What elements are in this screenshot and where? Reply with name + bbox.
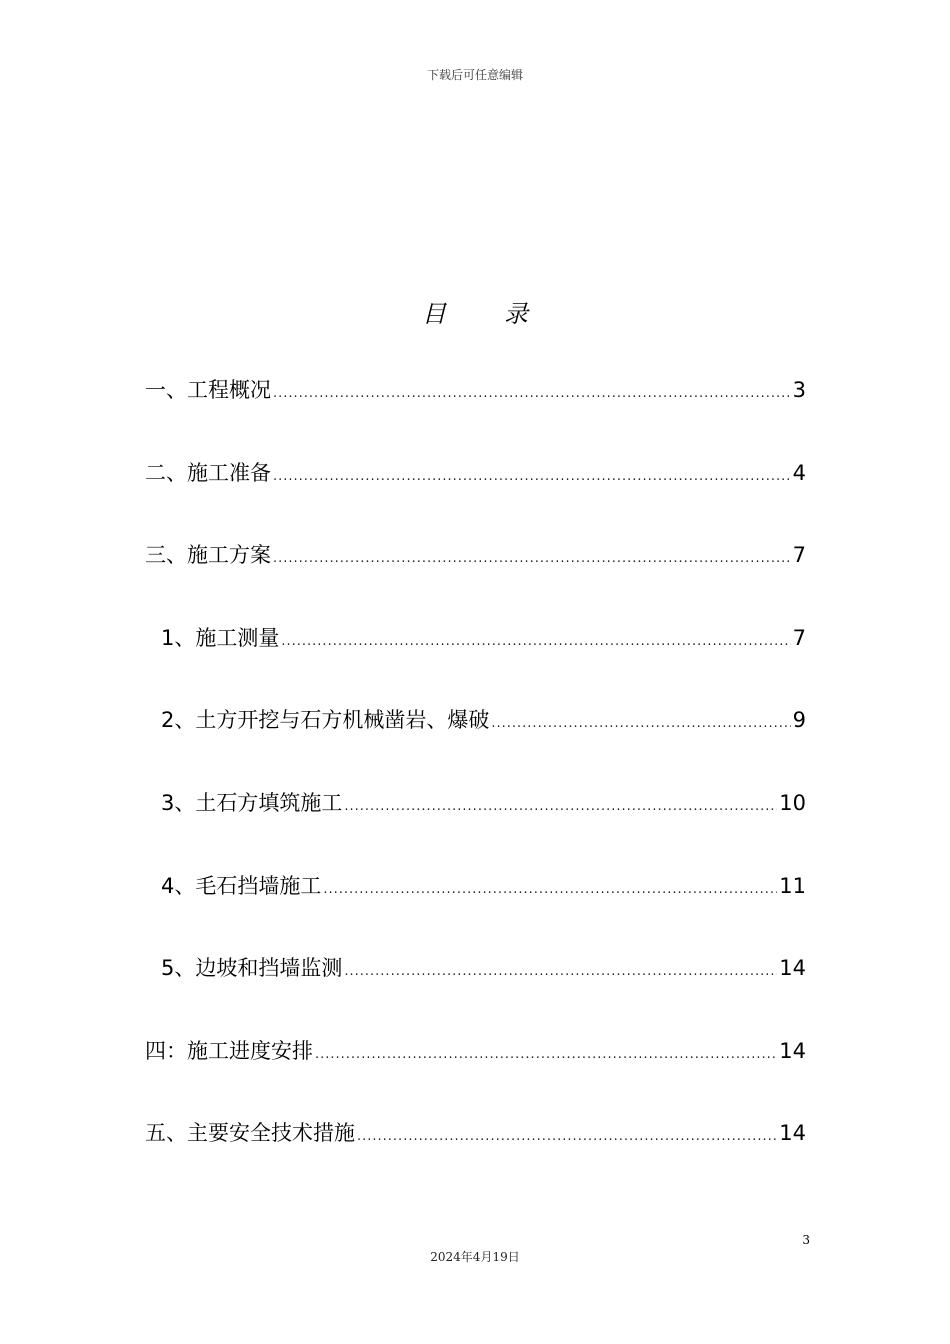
toc-entry-label: 四：施工进度安排 bbox=[145, 1038, 313, 1063]
toc-entry-earth-fill[interactable] bbox=[145, 783, 806, 866]
toc-entry-label: 五、主要安全技术措施 bbox=[145, 1121, 355, 1146]
page-number: 3 bbox=[802, 1233, 810, 1247]
toc-entry-label: 1、施工测量 bbox=[161, 625, 280, 650]
toc-entry-schedule[interactable] bbox=[145, 1031, 806, 1114]
toc-title-left: 目 bbox=[422, 300, 446, 328]
toc-leader-dots bbox=[273, 539, 791, 579]
toc-entry-page: 11 bbox=[779, 873, 806, 898]
page-footer-date: 2024年4月19日 bbox=[430, 1250, 520, 1264]
toc-leader-dots bbox=[357, 1117, 777, 1157]
page-header: 下载后可任意编辑 bbox=[426, 68, 523, 82]
toc-entry-page: 7 bbox=[792, 543, 806, 568]
toc-entry-label: 三、施工方案 bbox=[145, 543, 271, 568]
toc-entry-rubble-wall[interactable] bbox=[145, 866, 806, 949]
toc-entry-page: 3 bbox=[792, 378, 806, 402]
toc-entry-page: 7 bbox=[792, 625, 806, 650]
toc-entry-label: 2、土方开挖与石方机械凿岩、爆破 bbox=[161, 708, 490, 733]
toc-entry-construction-plan[interactable] bbox=[145, 535, 806, 618]
toc-entry-page: 14 bbox=[779, 956, 806, 981]
toc-entry-page: 14 bbox=[779, 1038, 806, 1063]
toc-entry-surveying[interactable] bbox=[145, 618, 806, 701]
toc-title bbox=[0, 294, 950, 329]
toc-entry-safety-measures[interactable] bbox=[145, 1113, 806, 1196]
toc-entry-page: 4 bbox=[792, 460, 806, 485]
toc-leader-dots bbox=[344, 952, 777, 992]
toc-leader-dots bbox=[491, 704, 790, 744]
toc-leader-dots bbox=[344, 787, 777, 827]
table-of-contents bbox=[145, 370, 806, 1196]
toc-entry-page: 14 bbox=[779, 1121, 806, 1146]
toc-entry-page: 10 bbox=[779, 790, 806, 815]
toc-entry-project-overview[interactable] bbox=[145, 370, 806, 453]
toc-entry-label: 3、土石方填筑施工 bbox=[161, 790, 343, 815]
toc-entry-construction-preparation[interactable] bbox=[145, 453, 806, 536]
toc-entry-label: 5、边坡和挡墙监测 bbox=[161, 956, 343, 981]
toc-entry-label: 4、毛石挡墙施工 bbox=[161, 873, 322, 898]
toc-leader-dots bbox=[323, 870, 777, 910]
toc-entry-page: 9 bbox=[792, 708, 806, 733]
toc-leader-dots bbox=[315, 1035, 777, 1075]
toc-entry-label: 二、施工准备 bbox=[145, 460, 271, 485]
toc-entry-label: 一、工程概况 bbox=[145, 378, 271, 402]
toc-entry-excavation-blasting[interactable] bbox=[145, 700, 806, 783]
toc-leader-dots bbox=[281, 622, 790, 662]
toc-title-right: 录 bbox=[504, 300, 528, 328]
toc-entry-slope-monitoring[interactable] bbox=[145, 948, 806, 1031]
toc-leader-dots bbox=[273, 457, 791, 497]
toc-leader-dots bbox=[273, 374, 791, 414]
